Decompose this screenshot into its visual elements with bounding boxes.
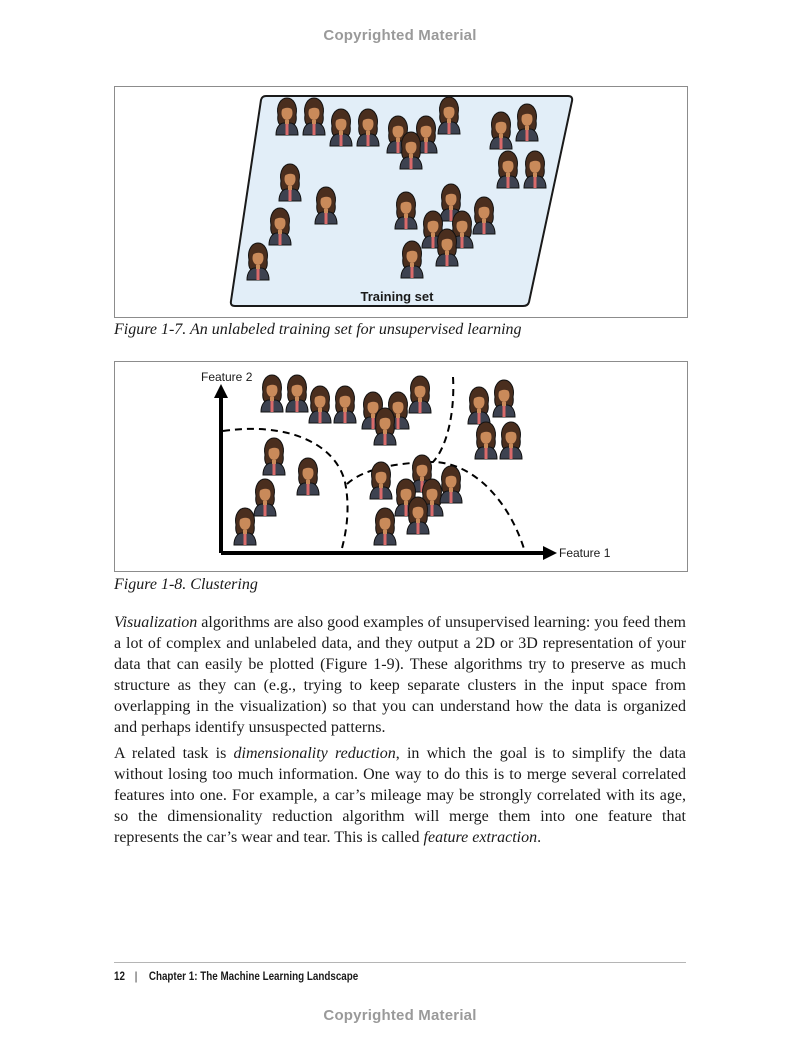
person-icon <box>254 479 276 516</box>
person-icon <box>516 104 538 141</box>
x-axis-arrow-icon <box>543 546 557 560</box>
person-icon <box>261 375 283 412</box>
person-icon <box>409 376 431 413</box>
x-axis-label: Feature 1 <box>559 546 611 560</box>
person-icon <box>279 164 301 201</box>
person-icon <box>401 241 423 278</box>
person-icon <box>440 466 462 503</box>
y-axis-arrow-icon <box>214 384 228 398</box>
page-footer <box>114 969 358 983</box>
person-icon <box>500 422 522 459</box>
person-icon <box>395 192 417 229</box>
person-icon <box>497 151 519 188</box>
paragraph-visualization <box>114 612 686 738</box>
footer-separator: | <box>134 969 138 983</box>
person-icon <box>297 458 319 495</box>
person-icon <box>234 508 256 545</box>
cluster-boundary-right <box>433 377 453 462</box>
term-dimensionality-reduction: dimensionality reduction <box>233 745 396 762</box>
person-icon <box>374 508 396 545</box>
figure-clustering <box>114 361 688 572</box>
training-set-label: Training set <box>360 289 434 304</box>
chapter-title: Chapter 1: The Machine Learning Landscape <box>148 969 359 983</box>
figure-1-7-caption: Figure 1-7. An unlabeled training set for unsupervised learning <box>114 321 522 338</box>
paragraph-dr-text-start: A related task is <box>114 745 234 762</box>
term-feature-extraction: feature extraction <box>423 829 538 846</box>
person-icon <box>357 109 379 146</box>
person-icon <box>263 438 285 475</box>
person-icon <box>303 98 325 135</box>
person-icon <box>286 375 308 412</box>
person-icon <box>276 98 298 135</box>
person-icon <box>374 408 396 445</box>
person-icon <box>438 97 460 134</box>
person-icon <box>407 497 429 534</box>
person-icon <box>309 386 331 423</box>
copyright-watermark-top: Copyrighted Material <box>323 27 477 44</box>
person-icon <box>330 109 352 146</box>
person-icon <box>468 387 490 424</box>
paragraph-dr-text-middle: , in which the goal is to simplify the data without losing too much information. One way to do this is to merge several correlated features into one. For example, a car’s mileage may be strongly correlated with its age, so the dimensionality reduction algorithm will merge them into one feature that represents the car’s wear and tear. This is called <box>114 745 687 846</box>
person-icon <box>475 422 497 459</box>
person-icon <box>315 187 337 224</box>
person-icon <box>400 132 422 169</box>
clustering-illustration <box>115 362 687 571</box>
person-icon <box>524 151 546 188</box>
copyright-watermark-bottom: Copyrighted Material <box>323 1007 477 1024</box>
figure-training-set <box>114 86 688 318</box>
person-icon <box>247 243 269 280</box>
person-icon <box>334 386 356 423</box>
figure-1-8-caption: Figure 1-8. Clustering <box>114 576 258 593</box>
person-icon <box>269 208 291 245</box>
person-icon <box>490 112 512 149</box>
person-icon <box>473 197 495 234</box>
person-icon <box>370 462 392 499</box>
person-icon <box>493 380 515 417</box>
training-set-illustration <box>115 87 687 317</box>
y-axis-label: Feature 2 <box>201 370 253 384</box>
paragraph-dr-text-end: . <box>537 829 542 846</box>
person-icon <box>436 229 458 266</box>
paragraph-visualization-text: algorithms are also good examples of unsupervised learning: you feed them a lot of complex and unlabeled data, and they output a 2D or 3D representation of your data that can easily be plotted (Figure 1-9). These algorithms try to preserve as much structure as they can (e.g., trying to keep separate clusters in the input space from overlapping in the visualization) so that you can understand how the data is organized and perhaps identify unsuspected patterns. <box>114 614 686 736</box>
term-visualization: Visualization <box>114 614 198 631</box>
footer-divider <box>114 962 686 963</box>
page-number: 12 <box>114 969 125 983</box>
clustered-instances <box>234 375 522 545</box>
paragraph-dimensionality-reduction <box>114 743 686 848</box>
